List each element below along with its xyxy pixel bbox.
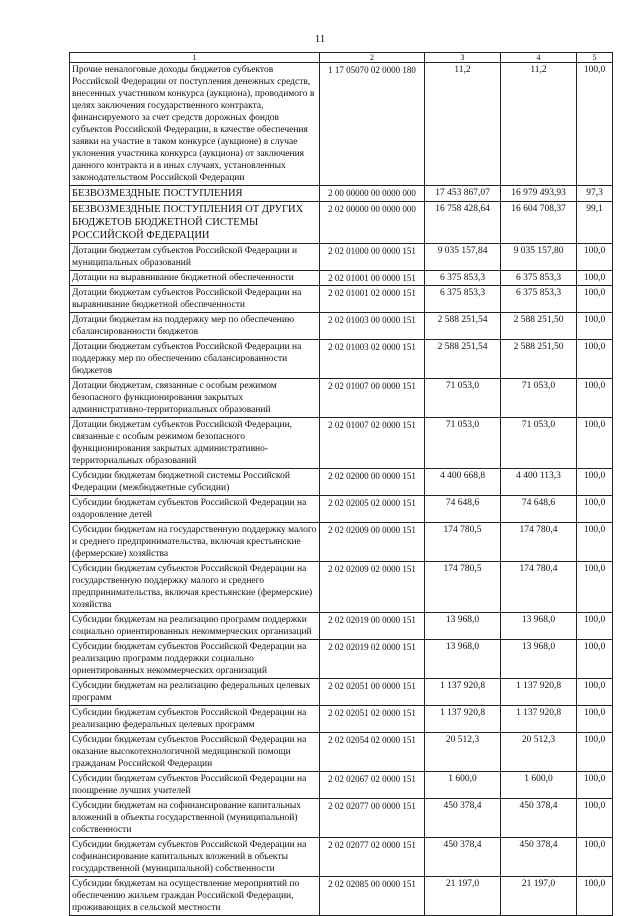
budget-code: 2 02 02000 00 0000 151 — [320, 469, 425, 496]
actual-amount: 16 979 493,93 — [501, 186, 577, 202]
row-name: Субсидии бюджетам субъектов Российской Федерации на поощрение лучших учителей — [70, 772, 320, 799]
row-name: Дотации бюджетам субъектов Российской Федерации на выравнивание бюджетной обеспеченности — [70, 286, 320, 313]
row-name: Субсидии бюджетам на государственную поддержку малого и среднего предпринимательства, включая крестьянские (фермерские) хозяйства — [70, 523, 320, 562]
planned-amount: 1 600,0 — [425, 772, 501, 799]
budget-code: 2 02 02009 00 0000 151 — [320, 523, 425, 562]
execution-percent: 100,0 — [577, 63, 613, 186]
table-row — [70, 562, 613, 613]
planned-amount: 2 588 251,54 — [425, 313, 501, 340]
execution-percent: 100,0 — [577, 562, 613, 613]
planned-amount: 450 378,4 — [425, 799, 501, 838]
planned-amount: 1 137 920,8 — [425, 679, 501, 706]
budget-code: 2 02 01001 00 0000 151 — [320, 271, 425, 286]
actual-amount: 11,2 — [501, 63, 577, 186]
budget-table-body — [70, 53, 613, 916]
column-number: 5 — [577, 53, 613, 63]
row-name: Дотации бюджетам на поддержку мер по обеспечению сбалансированности бюджетов — [70, 313, 320, 340]
planned-amount: 6 375 853,3 — [425, 286, 501, 313]
row-name: Субсидии бюджетам на реализацию программ поддержки социально ориентированных некоммерческих организаций — [70, 613, 320, 640]
budget-code: 2 02 01007 00 0000 151 — [320, 379, 425, 418]
planned-amount: 6 375 853,3 — [425, 271, 501, 286]
table-row — [70, 63, 613, 186]
execution-percent: 100,0 — [577, 469, 613, 496]
budget-code: 2 02 02019 00 0000 151 — [320, 613, 425, 640]
execution-percent: 100,0 — [577, 799, 613, 838]
column-number: 2 — [320, 53, 425, 63]
planned-amount: 16 758 428,64 — [425, 202, 501, 244]
budget-code: 2 02 01003 00 0000 151 — [320, 313, 425, 340]
table-row — [70, 613, 613, 640]
column-number: 1 — [70, 53, 320, 63]
execution-percent: 100,0 — [577, 838, 613, 877]
planned-amount: 74 648,6 — [425, 496, 501, 523]
table-row — [70, 271, 613, 286]
budget-code: 2 02 02077 00 0000 151 — [320, 799, 425, 838]
row-name: Дотации бюджетам субъектов Российской Федерации, связанные с особым режимом безопасного функционирования закрытых административно-территориальных образований — [70, 418, 320, 469]
table-row — [70, 679, 613, 706]
row-name: Субсидии бюджетам субъектов Российской Федерации на оказание высокотехнологичной медицинской помощи гражданам Российской Федерации — [70, 733, 320, 772]
execution-percent: 100,0 — [577, 772, 613, 799]
planned-amount: 13 968,0 — [425, 640, 501, 679]
execution-percent: 97,3 — [577, 186, 613, 202]
actual-amount: 1 600,0 — [501, 772, 577, 799]
actual-amount: 16 604 708,37 — [501, 202, 577, 244]
row-name: Дотации бюджетам субъектов Российской Федерации и муниципальных образований — [70, 244, 320, 271]
planned-amount: 174 780,5 — [425, 523, 501, 562]
table-row — [70, 186, 613, 202]
row-name: Субсидии бюджетам бюджетной системы Российской Федерации (межбюджетные субсидии) — [70, 469, 320, 496]
execution-percent: 100,0 — [577, 613, 613, 640]
row-name: Дотации бюджетам, связанные с особым режимом безопасного функционирования закрытых административно-территориальных образований — [70, 379, 320, 418]
planned-amount: 17 453 867,07 — [425, 186, 501, 202]
table-row — [70, 202, 613, 244]
row-name: Дотации бюджетам субъектов Российской Федерации на поддержку мер по обеспечению сбалансированности бюджетов — [70, 340, 320, 379]
execution-percent: 100,0 — [577, 418, 613, 469]
table-row — [70, 286, 613, 313]
execution-percent: 100,0 — [577, 523, 613, 562]
actual-amount: 9 035 157,80 — [501, 244, 577, 271]
column-number-row — [70, 53, 613, 63]
row-name: Субсидии бюджетам субъектов Российской Федерации на софинансирование капитальных вложений в объекты государственной (муниципальной) собственности — [70, 838, 320, 877]
table-row — [70, 640, 613, 679]
budget-code: 2 02 02019 02 0000 151 — [320, 640, 425, 679]
execution-percent: 100,0 — [577, 706, 613, 733]
row-name: Субсидии бюджетам субъектов Российской Федерации на государственную поддержку малого и среднего предпринимательства, включая крестьянские (фермерские) хозяйства — [70, 562, 320, 613]
actual-amount: 1 137 920,8 — [501, 679, 577, 706]
planned-amount: 71 053,0 — [425, 418, 501, 469]
table-row — [70, 496, 613, 523]
budget-code: 2 02 02077 02 0000 151 — [320, 838, 425, 877]
actual-amount: 450 378,4 — [501, 799, 577, 838]
planned-amount: 13 968,0 — [425, 613, 501, 640]
table-row — [70, 772, 613, 799]
budget-code: 2 02 02067 02 0000 151 — [320, 772, 425, 799]
row-name: Субсидии бюджетам на осуществление мероприятий по обеспечению жильем граждан Российской Федерации, проживающих в сельской местности — [70, 877, 320, 916]
budget-code: 2 02 01003 02 0000 151 — [320, 340, 425, 379]
table-row — [70, 733, 613, 772]
row-name: Субсидии бюджетам субъектов Российской Федерации на реализацию федеральных целевых программ — [70, 706, 320, 733]
planned-amount: 20 512,3 — [425, 733, 501, 772]
row-name: БЕЗВОЗМЕЗДНЫЕ ПОСТУПЛЕНИЯ — [70, 186, 320, 202]
budget-table — [69, 52, 613, 916]
planned-amount: 21 197,0 — [425, 877, 501, 916]
table-row — [70, 877, 613, 916]
budget-code: 2 02 02005 02 0000 151 — [320, 496, 425, 523]
table-row — [70, 706, 613, 733]
planned-amount: 2 588 251,54 — [425, 340, 501, 379]
actual-amount: 450 378,4 — [501, 838, 577, 877]
actual-amount: 71 053,0 — [501, 418, 577, 469]
budget-code: 2 00 00000 00 0000 000 — [320, 186, 425, 202]
actual-amount: 13 968,0 — [501, 640, 577, 679]
actual-amount: 174 780,4 — [501, 562, 577, 613]
budget-code: 2 02 02085 00 0000 151 — [320, 877, 425, 916]
page-number: 11 — [314, 33, 326, 45]
budget-code: 1 17 05070 02 0000 180 — [320, 63, 425, 186]
column-number: 3 — [425, 53, 501, 63]
execution-percent: 100,0 — [577, 877, 613, 916]
execution-percent: 99,1 — [577, 202, 613, 244]
row-name: Субсидии бюджетам субъектов Российской Федерации на реализацию программ поддержки социально ориентированных некоммерческих организаций — [70, 640, 320, 679]
table-row — [70, 313, 613, 340]
execution-percent: 100,0 — [577, 379, 613, 418]
budget-code: 2 02 00000 00 0000 000 — [320, 202, 425, 244]
actual-amount: 1 137 920,8 — [501, 706, 577, 733]
budget-code: 2 02 01001 02 0000 151 — [320, 286, 425, 313]
planned-amount: 450 378,4 — [425, 838, 501, 877]
budget-code: 2 02 02051 02 0000 151 — [320, 706, 425, 733]
table-row — [70, 379, 613, 418]
budget-code: 2 02 02054 02 0000 151 — [320, 733, 425, 772]
actual-amount: 2 588 251,50 — [501, 313, 577, 340]
execution-percent: 100,0 — [577, 679, 613, 706]
actual-amount: 21 197,0 — [501, 877, 577, 916]
row-name: Прочие неналоговые доходы бюджетов субъектов Российской Федерации от поступления денежных средств, внесенных участником конкурса (аукциона), проводимого в целях заключения государственного контракта, финансируемого за счет средств дорожных фондов субъектов Российской Федерации, в качестве обеспечения заявки на участие в таком конкурсе (аукционе) в случае уклонения участника конкурса (аукциона) от заключения данного контракта и в иных случаях, установленных законодательством Российской Федерации — [70, 63, 320, 186]
planned-amount: 1 137 920,8 — [425, 706, 501, 733]
execution-percent: 100,0 — [577, 640, 613, 679]
planned-amount: 4 400 668,8 — [425, 469, 501, 496]
actual-amount: 20 512,3 — [501, 733, 577, 772]
execution-percent: 100,0 — [577, 271, 613, 286]
execution-percent: 100,0 — [577, 244, 613, 271]
planned-amount: 9 035 157,84 — [425, 244, 501, 271]
execution-percent: 100,0 — [577, 496, 613, 523]
row-name: Субсидии бюджетам на софинансирование капитальных вложений в объекты государственной (муниципальной) собственности — [70, 799, 320, 838]
budget-code: 2 02 02051 00 0000 151 — [320, 679, 425, 706]
execution-percent: 100,0 — [577, 313, 613, 340]
actual-amount: 174 780,4 — [501, 523, 577, 562]
planned-amount: 174 780,5 — [425, 562, 501, 613]
planned-amount: 11,2 — [425, 63, 501, 186]
row-name: Субсидии бюджетам на реализацию федеральных целевых программ — [70, 679, 320, 706]
actual-amount: 13 968,0 — [501, 613, 577, 640]
actual-amount: 6 375 853,3 — [501, 286, 577, 313]
table-row — [70, 418, 613, 469]
actual-amount: 4 400 113,3 — [501, 469, 577, 496]
actual-amount: 2 588 251,50 — [501, 340, 577, 379]
actual-amount: 6 375 853,3 — [501, 271, 577, 286]
budget-code: 2 02 01007 02 0000 151 — [320, 418, 425, 469]
table-row — [70, 523, 613, 562]
execution-percent: 100,0 — [577, 286, 613, 313]
column-number: 4 — [501, 53, 577, 63]
table-row — [70, 340, 613, 379]
budget-code: 2 02 02009 02 0000 151 — [320, 562, 425, 613]
actual-amount: 74 648,6 — [501, 496, 577, 523]
execution-percent: 100,0 — [577, 733, 613, 772]
row-name: Дотации на выравнивание бюджетной обеспеченности — [70, 271, 320, 286]
table-row — [70, 469, 613, 496]
row-name: Субсидии бюджетам субъектов Российской Федерации на оздоровление детей — [70, 496, 320, 523]
row-name: БЕЗВОЗМЕЗДНЫЕ ПОСТУПЛЕНИЯ ОТ ДРУГИХ БЮДЖЕТОВ БЮДЖЕТНОЙ СИСТЕМЫ РОССИЙСКОЙ ФЕДЕРАЦИИ — [70, 202, 320, 244]
table-row — [70, 838, 613, 877]
actual-amount: 71 053,0 — [501, 379, 577, 418]
execution-percent: 100,0 — [577, 340, 613, 379]
table-row — [70, 799, 613, 838]
planned-amount: 71 053,0 — [425, 379, 501, 418]
table-row — [70, 244, 613, 271]
budget-code: 2 02 01000 00 0000 151 — [320, 244, 425, 271]
